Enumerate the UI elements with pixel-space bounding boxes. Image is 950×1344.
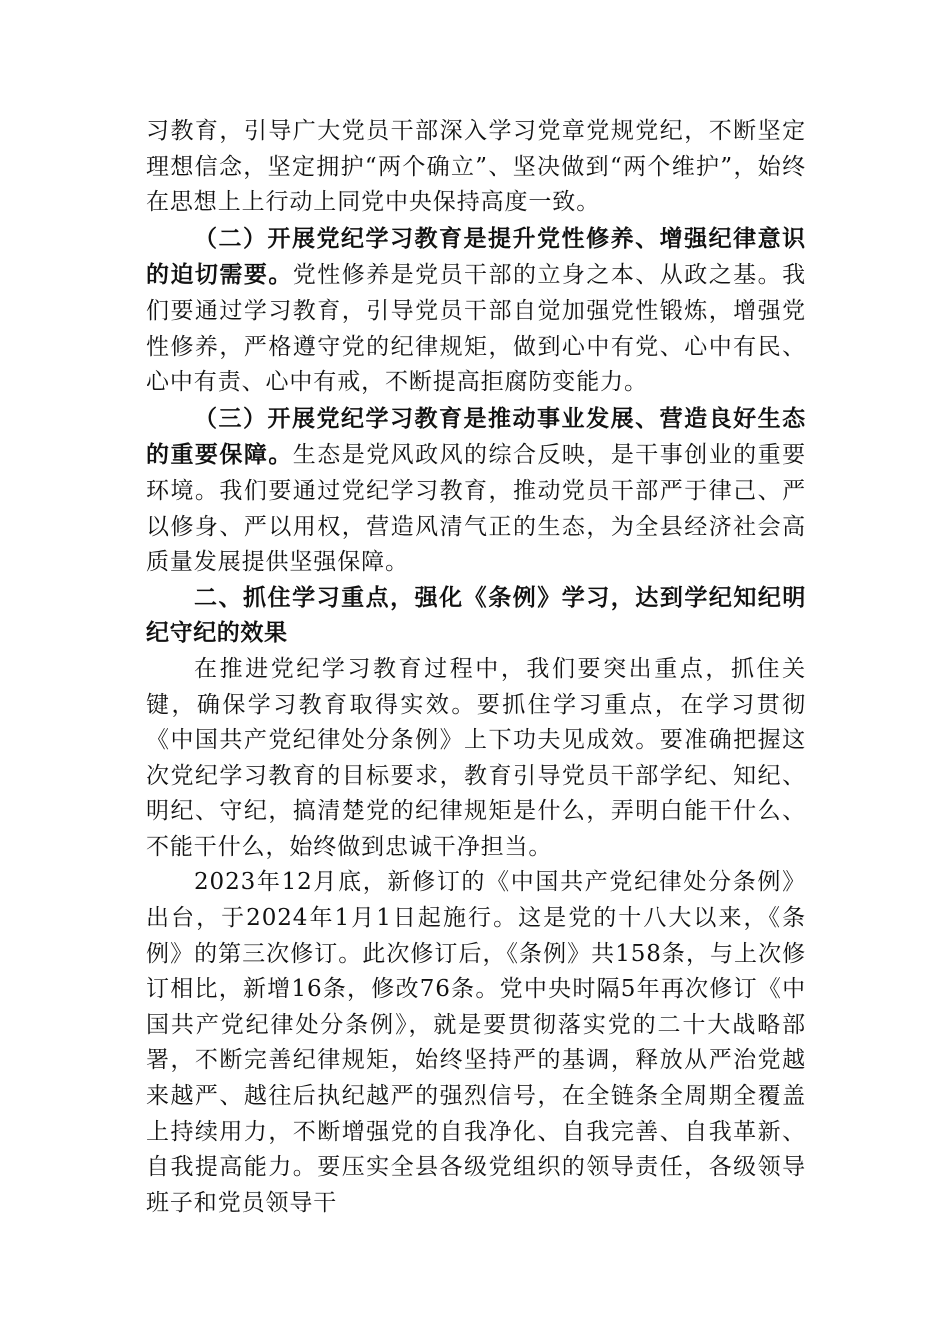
point-three-lead: （三）开展党纪学习教育是推动事业发展、营造良好生态的重要保障。	[146, 404, 806, 469]
body-paragraph: 2023年12月底，新修订的《中国共产党纪律处分条例》出台，于2024年1月1日起施行。这是党的十八大以来，《条例》的第三次修订。此次修订后，《条例》共158条，与上次修订相比，新增16条，修改76条。党中央时隔5年再次修订《中国共产党纪律处分条例》，就是要贯彻落实党的二十大战略部署，不断完善纪律规矩，始终坚持严的基调，释放从严治党越来越严、越往后执纪越严的强烈信号，在全链条全周期全覆盖上持续用力，不断增强党的自我净化、自我完善、自我革新、自我提高能力。要压实全县各级党组织的领导责任，各级领导班子和党员领导干	[146, 869, 806, 1216]
paragraph-continuation	[146, 114, 806, 221]
paragraph-point-three	[146, 401, 806, 581]
point-two-text: 党性修养是党员干部的立身之本、从政之基。我们要通过学习教育，引导党员干部自觉加强党性锻炼，增强党性修养，严格遵守党的纪律规矩，做到心中有党、心中有民、心中有责、心中有戒，不断提高拒腐防变能力。	[146, 262, 806, 396]
point-two-lead: （二）开展党纪学习教育是提升党性修养、增强纪律意识的迫切需要。	[146, 224, 806, 289]
point-three-text: 生态是党风政风的综合反映，是干事创业的重要环境。我们要通过党纪学习教育，推动党员干部严于律己、严以修身、严以用权，营造风清气正的生态，为全县经济社会高质量发展提供坚强保障。	[146, 442, 806, 576]
section-heading: 二、抓住学习重点，强化《条例》学习，达到学纪知纪明纪守纪的效果	[146, 584, 806, 647]
body-paragraph: 在推进党纪学习教育过程中，我们要突出重点，抓住关键，确保学习教育取得实效。要抓住学习重点，在学习贯彻《中国共产党纪律处分条例》上下功夫见成效。要准确把握这次党纪学习教育的目标要求，教育引导党员干部学纪、知纪、明纪、守纪，搞清楚党的纪律规矩是什么，弄明白能干什么、不能干什么，始终做到忠诚干净担当。	[146, 655, 806, 860]
document-body	[146, 114, 806, 1221]
paragraph-point-two	[146, 221, 806, 401]
paragraph-text: 习教育，引导广大党员干部深入学习党章党规党纪，不断坚定理想信念，坚定拥护“两个确立”、坚决做到“两个维护”，始终在思想上上行动上同党中央保持高度一致。	[146, 118, 806, 216]
